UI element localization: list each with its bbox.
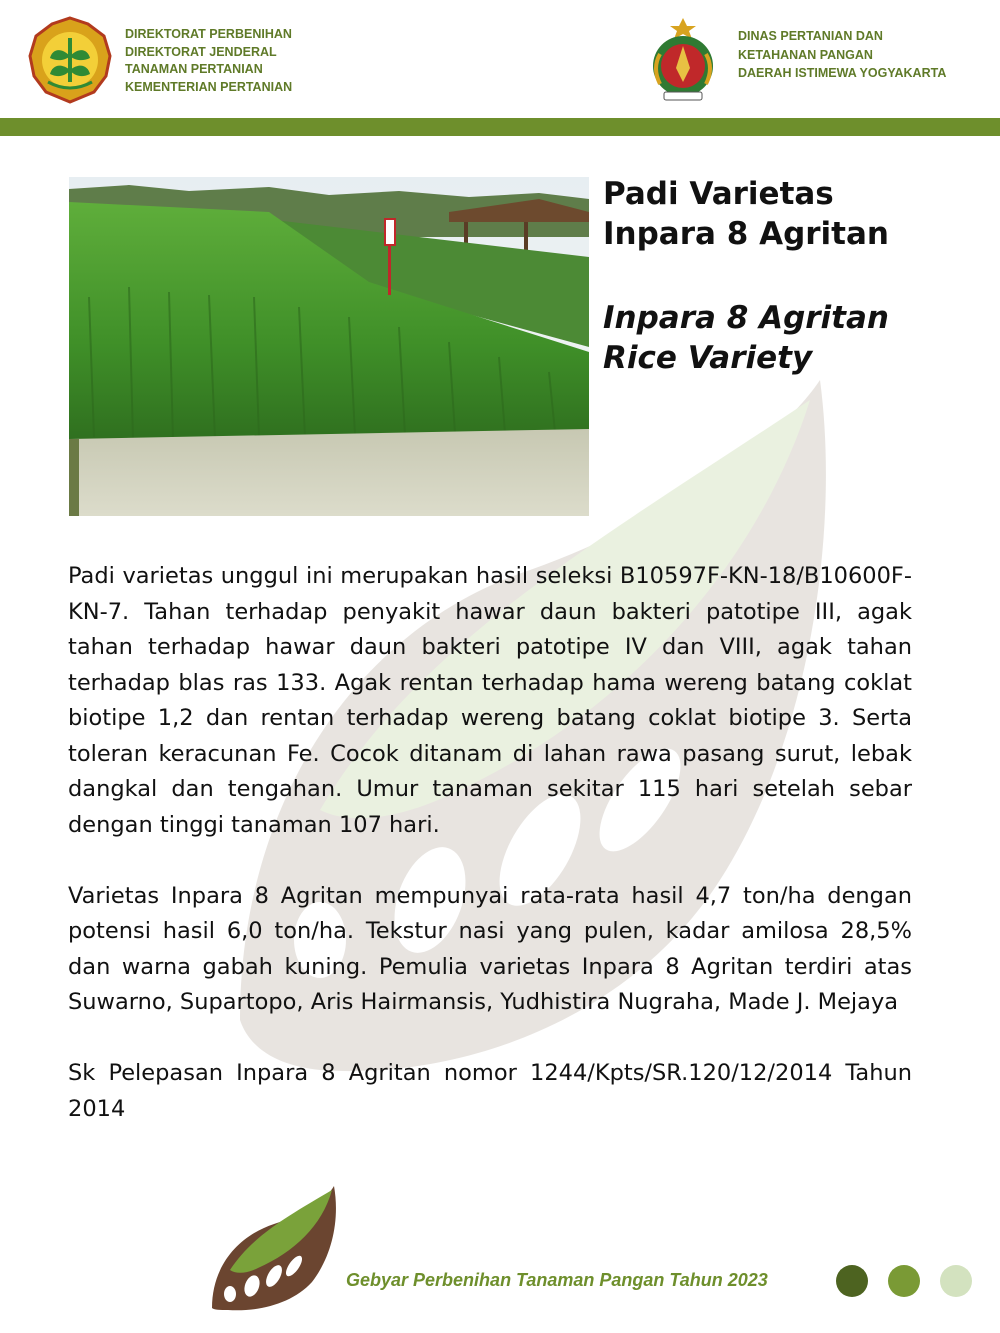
rice-field-photo — [69, 177, 589, 516]
title-line: Padi Varietas — [603, 176, 834, 212]
footer-dot-dark — [836, 1265, 868, 1297]
left-org-line: KEMENTERIAN PERTANIAN — [125, 79, 293, 94]
left-org-line: DIREKTORAT JENDERAL — [125, 44, 277, 59]
diy-coat-of-arms-icon — [646, 16, 720, 102]
title-line: Inpara 8 Agritan — [603, 300, 889, 336]
kementan-emblem-icon — [28, 16, 112, 104]
title-block — [603, 174, 983, 378]
right-org-line: DINAS PERTANIAN DAN — [738, 29, 883, 43]
page-header — [0, 0, 1000, 118]
right-org-line: DAERAH ISTIMEWA YOGYAKARTA — [738, 66, 947, 80]
footer-event-title: Gebyar Perbenihan Tanaman Pangan Tahun 2023 — [346, 1270, 768, 1290]
right-org-line: KETAHANAN PANGAN — [738, 47, 873, 62]
title-line: Inpara 8 Agritan — [603, 216, 889, 252]
title-line: Rice Variety — [603, 340, 813, 376]
title-indonesian — [603, 174, 983, 254]
footer-dot-medium — [888, 1265, 920, 1297]
header-divider-bar — [0, 118, 1000, 136]
right-organization-name — [738, 27, 946, 83]
description-text — [68, 559, 912, 1163]
left-org-line: DIREKTORAT PERBENIHAN — [125, 27, 292, 41]
release-decree-paragraph: Sk Pelepasan Inpara 8 Agritan nomor 1244/Kpts/SR.120/12/2014 Tahun 2014 — [68, 1060, 912, 1122]
title-english — [603, 298, 983, 378]
left-org-line: TANAMAN PERTANIAN — [125, 62, 263, 76]
footer-dot-light — [940, 1265, 972, 1297]
leaf-seed-logo-icon — [208, 1186, 340, 1312]
description-paragraph: Varietas Inpara 8 Agritan mempunyai rata-rata hasil 4,7 ton/ha dengan potensi hasil 6,0 ton/ha. Tekstur nasi yang pulen, kadar amilosa 28,5% dan warna gabah kuning. Pemulia varietas Inpara 8 Agritan terdiri atas Suwarno, Supartopo, Aris Hairmansis, Yudhistira Nugraha, Made J. Mejaya — [68, 882, 912, 1015]
description-paragraph: Padi varietas unggul ini merupakan hasil seleksi B10597F-KN-18/B10600F-KN-7. Tahan terhadap penyakit hawar daun bakteri patotipe III, agak tahan terhadap hawar daun bakteri patotipe IV dan VIII, agak tahan terhadap blas ras 133. Agak rentan terhadap hama wereng batang coklat biotipe 1,2 dan rentan terhadap wereng batang coklat biotipe 3. Serta toleran keracunan Fe. Cocok ditanam di lahan rawa pasang surut, lebak dangkal dan tengahan. Umur tanaman sekitar 115 hari setelah sebar dengan tinggi tanaman 107 hari. — [68, 563, 912, 838]
left-organization-name — [125, 26, 292, 96]
